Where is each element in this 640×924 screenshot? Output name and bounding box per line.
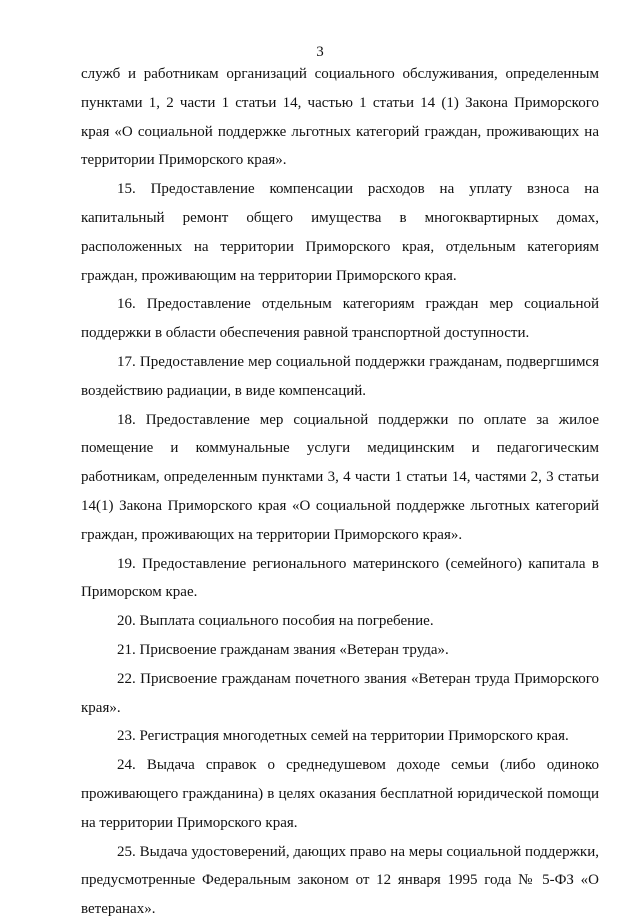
list-item-23: 23. Регистрация многодетных семей на территории Приморского края. (117, 728, 569, 745)
list-item-22: 22. Присвоение гражданам почетного звания «Ветеран труда Приморского края». (81, 670, 599, 716)
list-item-24: 24. Выдача справок о среднедушевом доходе семьи (либо одиноко проживающего гражданина) в целях оказания бесплатной юридической помощи на территории Приморского края. (81, 757, 599, 831)
list-item-19: 19. Предоставление регионального материнского (семейного) капитала в Приморском крае. (81, 555, 599, 601)
list-item-17: 17. Предоставление мер социальной поддержки гражданам, подвергшимся воздействию радиации, в виде компенсаций. (81, 353, 599, 399)
list-item-20: 20. Выплата социального пособия на погребение. (117, 613, 434, 630)
list-item-16: 16. Предоставление отдельным категориям граждан мер социальной поддержки в области обеспечения равной транспортной доступности. (81, 296, 599, 342)
continuation-paragraph: служб и работникам организаций социального обслуживания, определенным пунктами 1, 2 части 1 статьи 14, частью 1 статьи 14 (1) Закона Приморского края «О социальной поддержке льготных категорий граждан, проживающих на территории Приморского края». (81, 66, 599, 169)
list-item-25: 25. Выдача удостоверений, дающих право на меры социальной поддержки, предусмотренные Федеральным законом от 12 января 1995 года № 5-ФЗ «О ветеранах». (81, 843, 599, 918)
list-item-18: 18. Предоставление мер социальной поддержки по оплате за жилое помещение и коммунальные услуги медицинским и педагогическим работникам, определенным пунктами 3, 4 части 1 статьи 14, частями 2, 3 статьи 14(1) Закона Приморского края «О социальной поддержке льготных категорий граждан, проживающих на территории Приморского края». (81, 411, 599, 543)
list-item-21: 21. Присвоение гражданам звания «Ветеран труда». (117, 641, 449, 658)
page-number: 3 (316, 44, 324, 60)
list-item-15: 15. Предоставление компенсации расходов на уплату взноса на капитальный ремонт общего имущества в многоквартирных домах, расположенных на территории Приморского края, отдельным категориям граждан, проживающим на территории Приморского края. (81, 181, 599, 284)
document-body (81, 60, 599, 924)
